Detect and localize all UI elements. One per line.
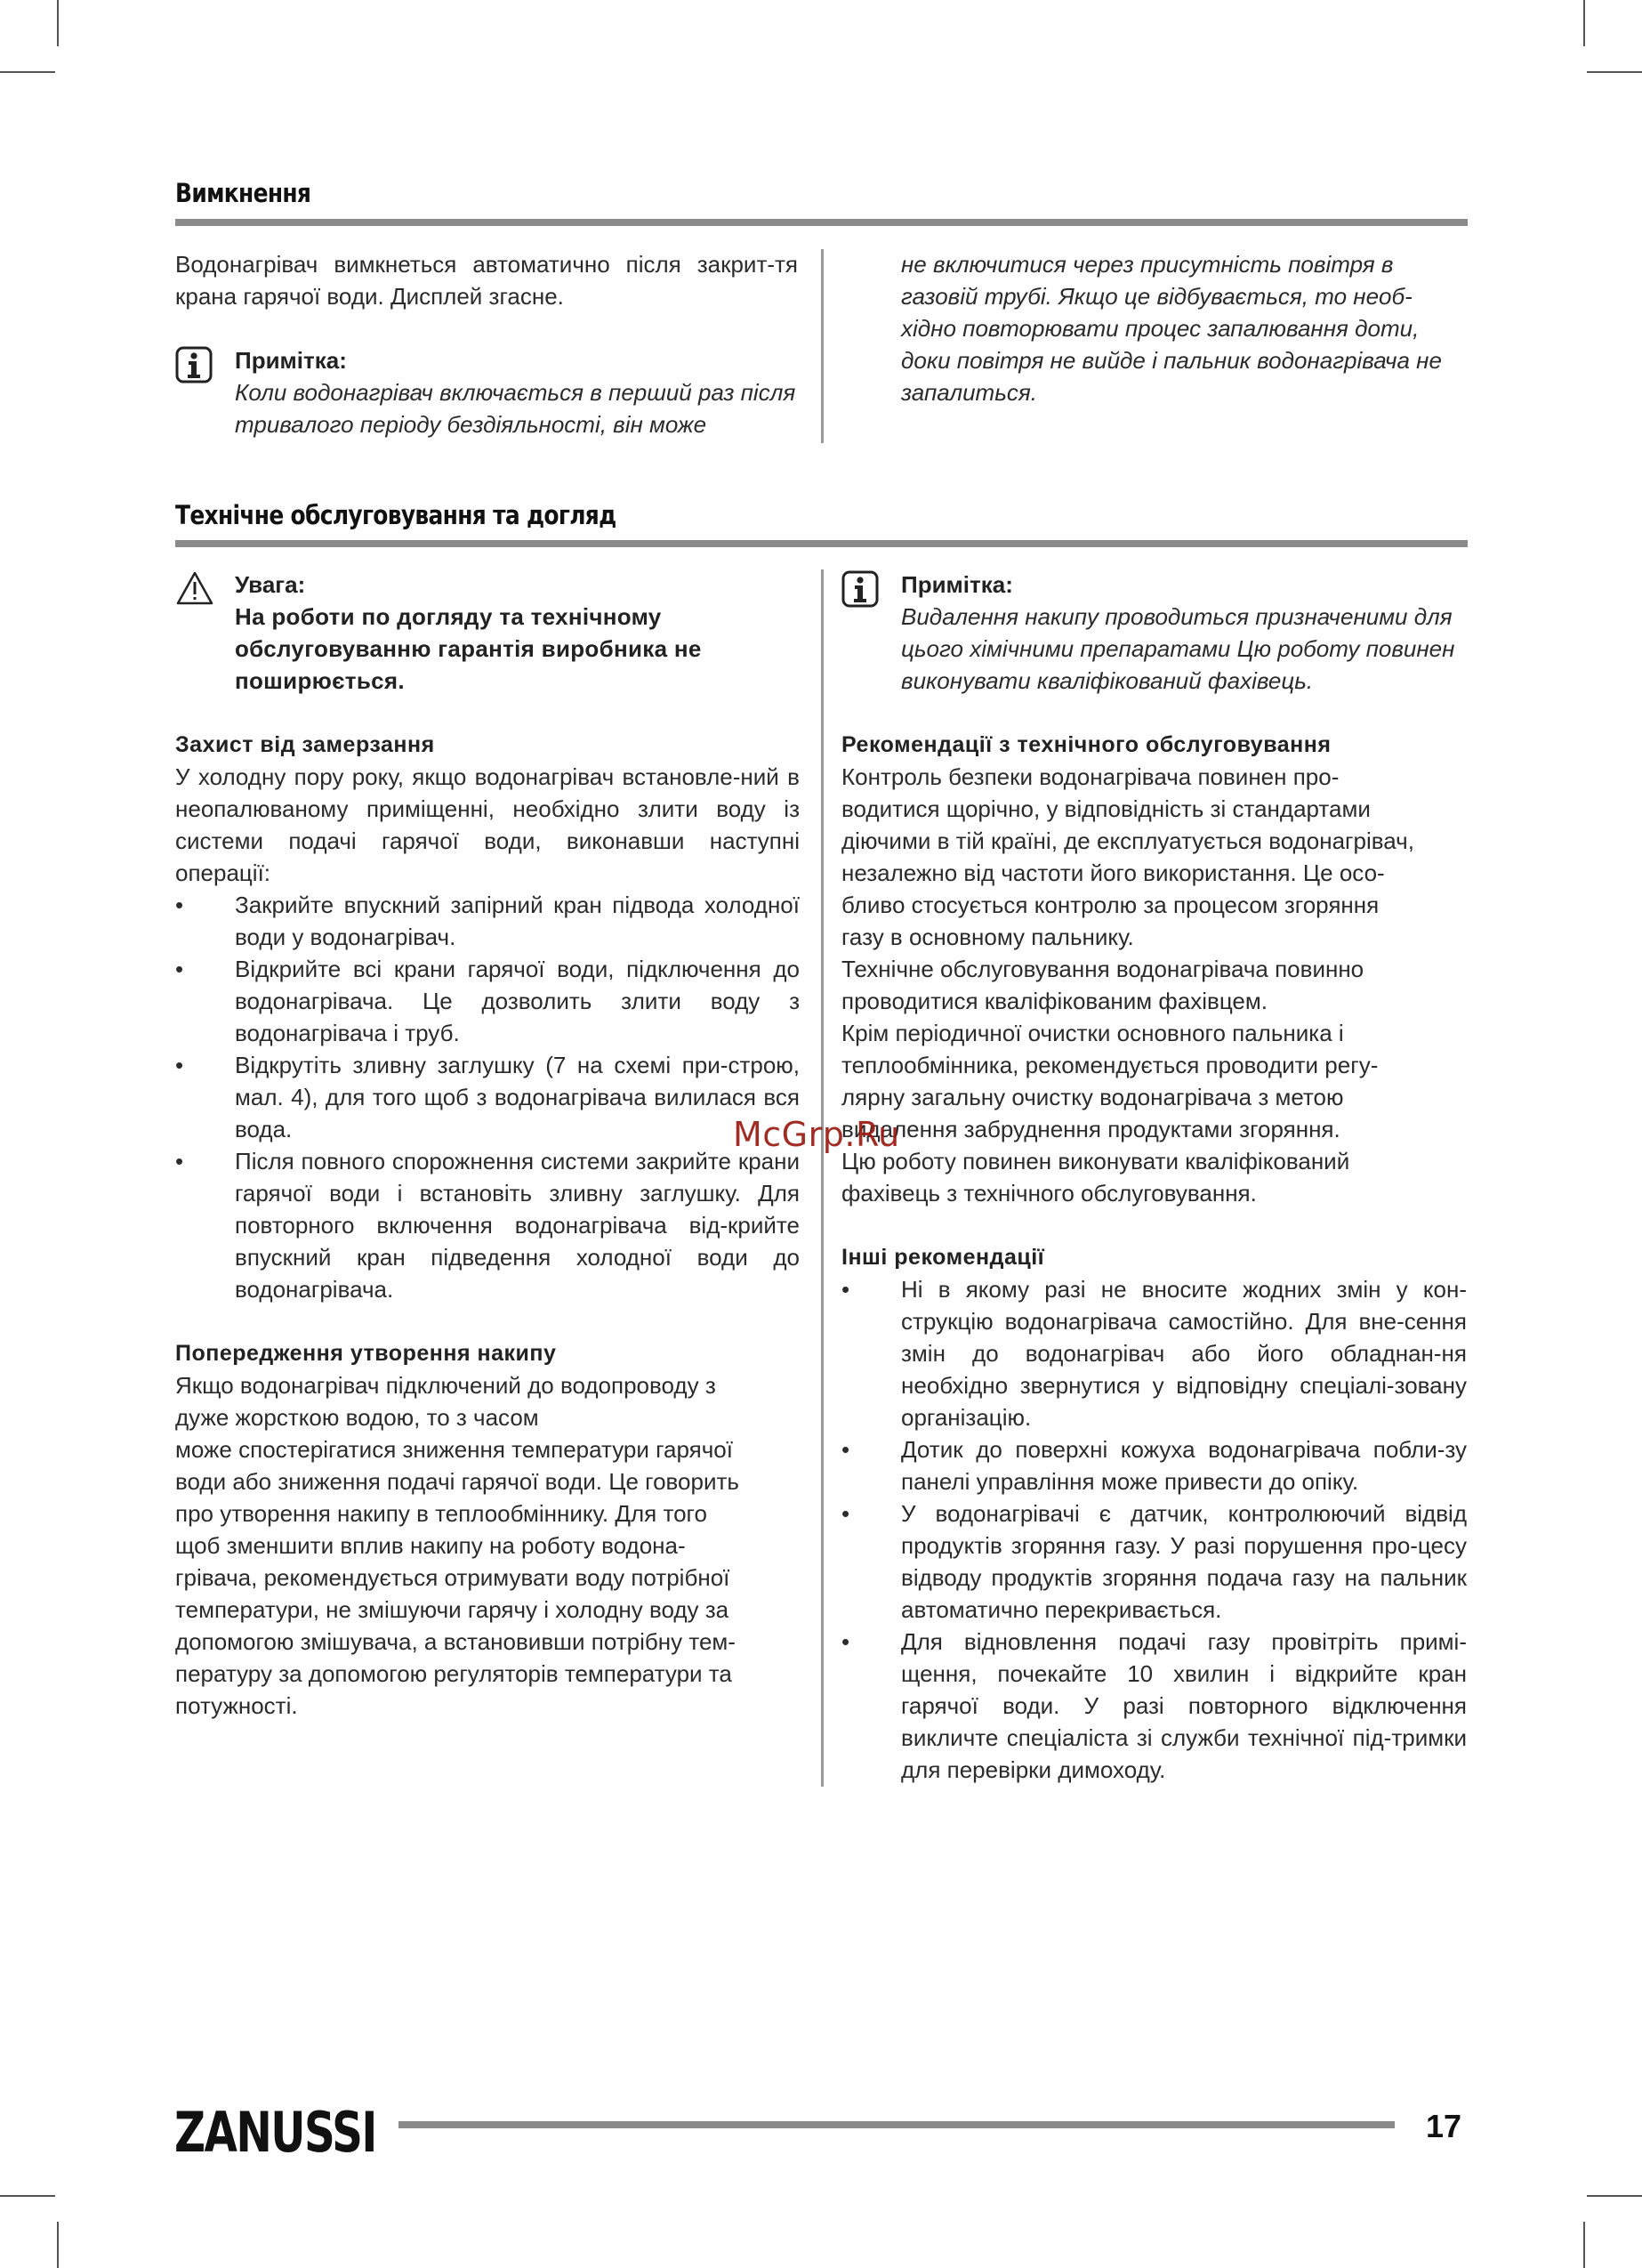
list-item: • Відкрутіть зливну заглушку (7 на схемі при-строю, мал. 4), для того щоб з водонагрівача вилилася вся вода.	[175, 1052, 800, 1142]
brand-logo: ZANUSSI	[174, 2100, 376, 2165]
info-icon	[841, 570, 879, 616]
list-item: • Дотик до поверхні кожуха водонагрівача побли-зу панелі управління може привести до опіку.	[841, 1436, 1467, 1495]
shutdown-note	[175, 344, 798, 440]
crop-mark	[57, 0, 59, 46]
crop-mark	[0, 2195, 55, 2197]
warning-text: На роботи по догляду та технічному обслуговуванню гарантія виробника не поширюється.	[235, 603, 702, 694]
list-item: • У водонагрівачі є датчик, контролюючий відвід продуктів згоряння газу. У разі порушення про-цесу відводу продуктів згоряння подача газу на пальник автоматично перекривається.	[841, 1500, 1467, 1623]
crop-mark	[57, 2222, 59, 2268]
shutdown-left-column	[175, 248, 798, 440]
note-text: Видалення накипу проводиться призначеними для цього хімічними препаратами Цю роботу повинен виконувати кваліфікований фахівець.	[901, 603, 1455, 694]
shutdown-paragraph: Водонагрівач вимкнеться автоматично після закрит-тя крана гарячої води. Дисплей згасне.	[175, 251, 798, 310]
crop-mark	[1583, 2222, 1585, 2268]
list-item: • Ні в якому разі не вносите жодних змін у кон-струкцію водонагрівача самостійно. Для вне-сення змін до водонагрівач або його обладнан-ня необхідно звернутися у відповідну спеціалі-зовану організацію.	[841, 1276, 1467, 1431]
list-item: • Відкрийте всі крани гарячої води, підключення до водонагрівача. Це дозволить злити воду з водонагрівача і труб.	[175, 956, 800, 1046]
scale-text: Якщо водонагрівач підключений до водопроводу з дуже жорсткою водою, то з часом може спостерігатися зниження температури гарячої води або зниження подачі гарячої води. Це говорить про утворення накипу в теплообміннику. Для того щоб зменшити вплив накипу на роботу водона- грівача, рекомендується отримувати воду потрібної температури, не змішуючи гарячу і холодну воду за допомогою змішувача, а встановивши потрібну тем- пературу за допомогою регуляторів температури та потужності.	[175, 1372, 739, 1719]
list-item: • Для відновлення подачі газу провітріть примі-щення, почекайте 10 хвилин і відкрийте кран гарячої води. У разі повторного відключення викличте спеціаліста зі служби технічної під-тримки для перевірки димоходу.	[841, 1628, 1467, 1783]
column-divider	[821, 569, 824, 1787]
section-rule	[175, 219, 1468, 226]
list-item: • Після повного спорожнення системи закрийте крани гарячої води і встановіть зливну заглушку. Для повторного включення водонагрівача від-крийте впускний кран підведення холодної води до водонагрівача.	[175, 1148, 800, 1303]
warning-icon	[175, 570, 214, 614]
page-number: 17	[1426, 2108, 1462, 2144]
freeze-steps	[175, 889, 800, 1305]
other-recommendations-list	[841, 1273, 1467, 1786]
crop-mark	[1583, 0, 1585, 46]
note-heading: Примітка:	[901, 571, 1013, 598]
column-divider	[821, 249, 824, 443]
maintenance-right-column	[841, 569, 1467, 1786]
warning-block	[175, 569, 800, 697]
crop-mark	[0, 71, 55, 73]
other-recommendations-heading: Інші рекомендації	[841, 1245, 1045, 1270]
freeze-intro: У холодну пору року, якщо водонагрівач встановле-ний в неопалюваному приміщенні, необхідно злити воду із системи подачі гарячої води, виконавши наступні операції:	[175, 763, 800, 886]
maintenance-text: Контроль безпеки водонагрівача повинен про- водитися щорічно, у відповідність зі стандартами діючими в тій країні, де експлуатується водонагрівач, незалежно від частоти його використання. Це осо- бливо стосується контролю за процесом згоряння газу в основному пальнику. Технічне обслуговування водонагрівача повинно проводитися кваліфікованим фахівцем. Крім періодичної очистки основного пальника і теплообмінника, рекомендується проводити регу- лярну загальну очистку водонагрівача з метою видалення забруднення продуктами згоряння. Цю роботу повинен виконувати кваліфікований фахівець з технічного обслуговування.	[841, 763, 1414, 1207]
section-title-shutdown: Вимкнення	[175, 178, 311, 208]
section-rule	[175, 540, 1468, 547]
footer-rule	[398, 2121, 1395, 2128]
note-text-continued: не включитися через присутність повітря в газовій трубі. Якщо це відбувається, то необ-хідно повторювати процес запалювання доти, доки повітря не вийде і пальник водонагрівача не запалиться.	[901, 251, 1442, 406]
note-text: Коли водонагрівач включається в перший раз після тривалого періоду бездіяльності, він може	[235, 379, 796, 438]
freeze-heading: Захист від замерзання	[175, 732, 435, 757]
list-item: • Закрийте впускний запірний кран підвода холодної води у водонагрівач.	[175, 892, 800, 950]
crop-mark	[1587, 71, 1642, 73]
scale-heading: Попередження утворення накипу	[175, 1341, 557, 1366]
crop-mark	[1587, 2195, 1642, 2197]
info-icon	[175, 346, 213, 391]
warning-heading: Увага:	[235, 571, 306, 598]
section-title-maintenance: Технічне обслуговування та догляд	[175, 500, 616, 530]
watermark: McGrp.Ru	[733, 1115, 900, 1154]
note-heading: Примітка:	[235, 347, 347, 374]
descaling-note	[841, 569, 1467, 697]
maintenance-recommendations-heading: Рекомендації з технічного обслуговування	[841, 732, 1332, 757]
maintenance-left-column	[175, 569, 800, 1722]
